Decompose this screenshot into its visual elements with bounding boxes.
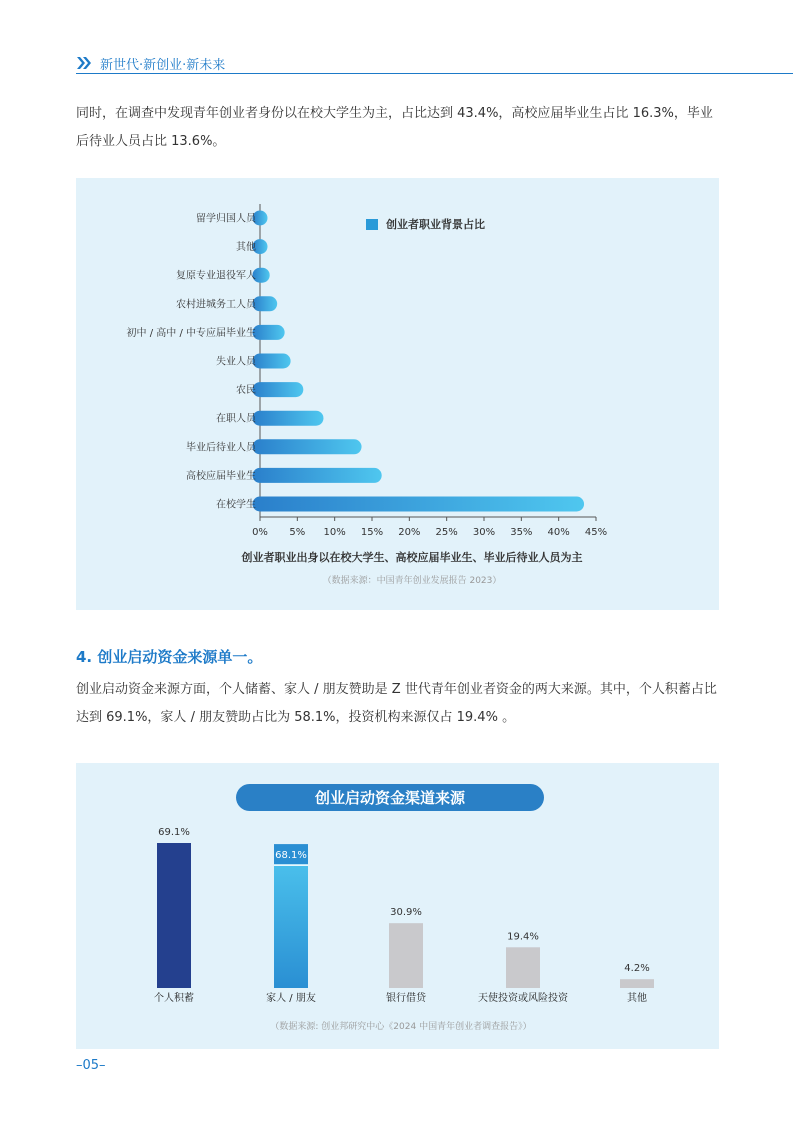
bar [506, 947, 540, 988]
legend-label: 创业者职业背景占比 [386, 218, 485, 231]
x-tick-label: 10% [323, 527, 346, 538]
x-tick-label: 15% [360, 527, 384, 538]
occupation-chart-panel [76, 178, 719, 610]
bar [274, 845, 308, 988]
x-tick-label: 其他 [627, 993, 647, 1004]
y-tick-label: 高校应届毕业生 [186, 470, 256, 482]
section-paragraph: 创业启动资金来源方面，个人储蓄、家人 / 朋友赞助是 Z 世代青年创业者资金的两大来源。其中，个人积蓄占比达到 69.1%，家人 / 朋友赞助占比为 58.1%，投资机构来源仅占 19.4% 。 [76, 682, 717, 725]
funding-chart-panel [76, 763, 719, 1049]
y-tick-label: 初中 / 高中 / 中专应届毕业生 [126, 327, 256, 339]
y-tick-label: 农民 [236, 385, 256, 397]
x-tick-label: 天使投资或风险投资 [478, 993, 568, 1004]
y-tick-label: 留学归国人员 [196, 213, 256, 225]
chart-source: （数据来源: 创业邦研究中心《2024 中国青年创业者调查报告》） [270, 1022, 532, 1032]
chart-caption: 创业者职业出身以在校大学生、高校应届毕业生、毕业后待业人员为主 [241, 551, 583, 564]
occupation-bar-chart [76, 178, 719, 610]
bar [253, 497, 585, 512]
x-tick-label: 20% [398, 527, 421, 538]
section-heading: 4. 创业启动资金来源单一。 [76, 648, 263, 666]
x-tick-label: 银行借贷 [386, 993, 426, 1004]
value-label: 68.1% [275, 850, 307, 862]
bar [253, 325, 285, 340]
x-tick-label: 个人积蓄 [154, 993, 194, 1004]
y-tick-label: 农村进城务工人员 [176, 299, 256, 311]
x-tick-label: 0% [252, 527, 268, 538]
chart-legend [366, 217, 485, 231]
x-tick-label: 25% [435, 527, 458, 538]
value-label: 19.4% [507, 931, 539, 943]
legend-swatch [366, 219, 378, 230]
y-tick-label: 复原专业退役军人 [176, 270, 256, 282]
header-title: 新世代·新创业·新未来 [100, 57, 226, 73]
y-tick-label: 其他 [236, 242, 256, 254]
y-tick-label: 失业人员 [216, 356, 256, 368]
page-number: –05– [76, 1058, 106, 1073]
bar [253, 296, 278, 311]
bar [253, 411, 324, 426]
value-label: 30.9% [390, 907, 422, 919]
bar [620, 979, 654, 988]
x-tick-label: 5% [289, 527, 306, 538]
value-label: 69.1% [158, 827, 190, 838]
x-tick-label: 40% [547, 527, 570, 538]
y-tick-label: 毕业后待业人员 [186, 442, 256, 454]
bar [253, 382, 304, 397]
page-header [76, 52, 225, 74]
bar [253, 439, 362, 454]
x-tick-label: 45% [584, 527, 608, 538]
x-tick-label: 30% [472, 527, 496, 538]
y-tick-label: 在校学生 [216, 499, 256, 511]
double-chevron-right-icon [76, 56, 92, 70]
x-tick-label: 35% [510, 527, 533, 538]
intro-paragraph: 同时，在调查中发现青年创业者身份以在校大学生为主，占比达到 43.4%，高校应届毕业生占比 16.3%，毕业后待业人员占比 13.6%。 [76, 106, 713, 149]
y-tick-label: 在职人员 [216, 413, 256, 425]
funding-bar-chart [76, 763, 719, 1049]
chart-title: 创业启动资金渠道来源 [314, 789, 466, 807]
header-divider [76, 73, 793, 74]
value-label: 4.2% [624, 963, 650, 975]
bar [253, 468, 382, 483]
x-tick-label: 家人 / 朋友 [266, 993, 316, 1004]
bar [253, 354, 291, 369]
bar [389, 923, 423, 988]
bar [157, 843, 191, 988]
chart-source: （数据来源：中国青年创业发展报告 2023） [322, 576, 502, 586]
